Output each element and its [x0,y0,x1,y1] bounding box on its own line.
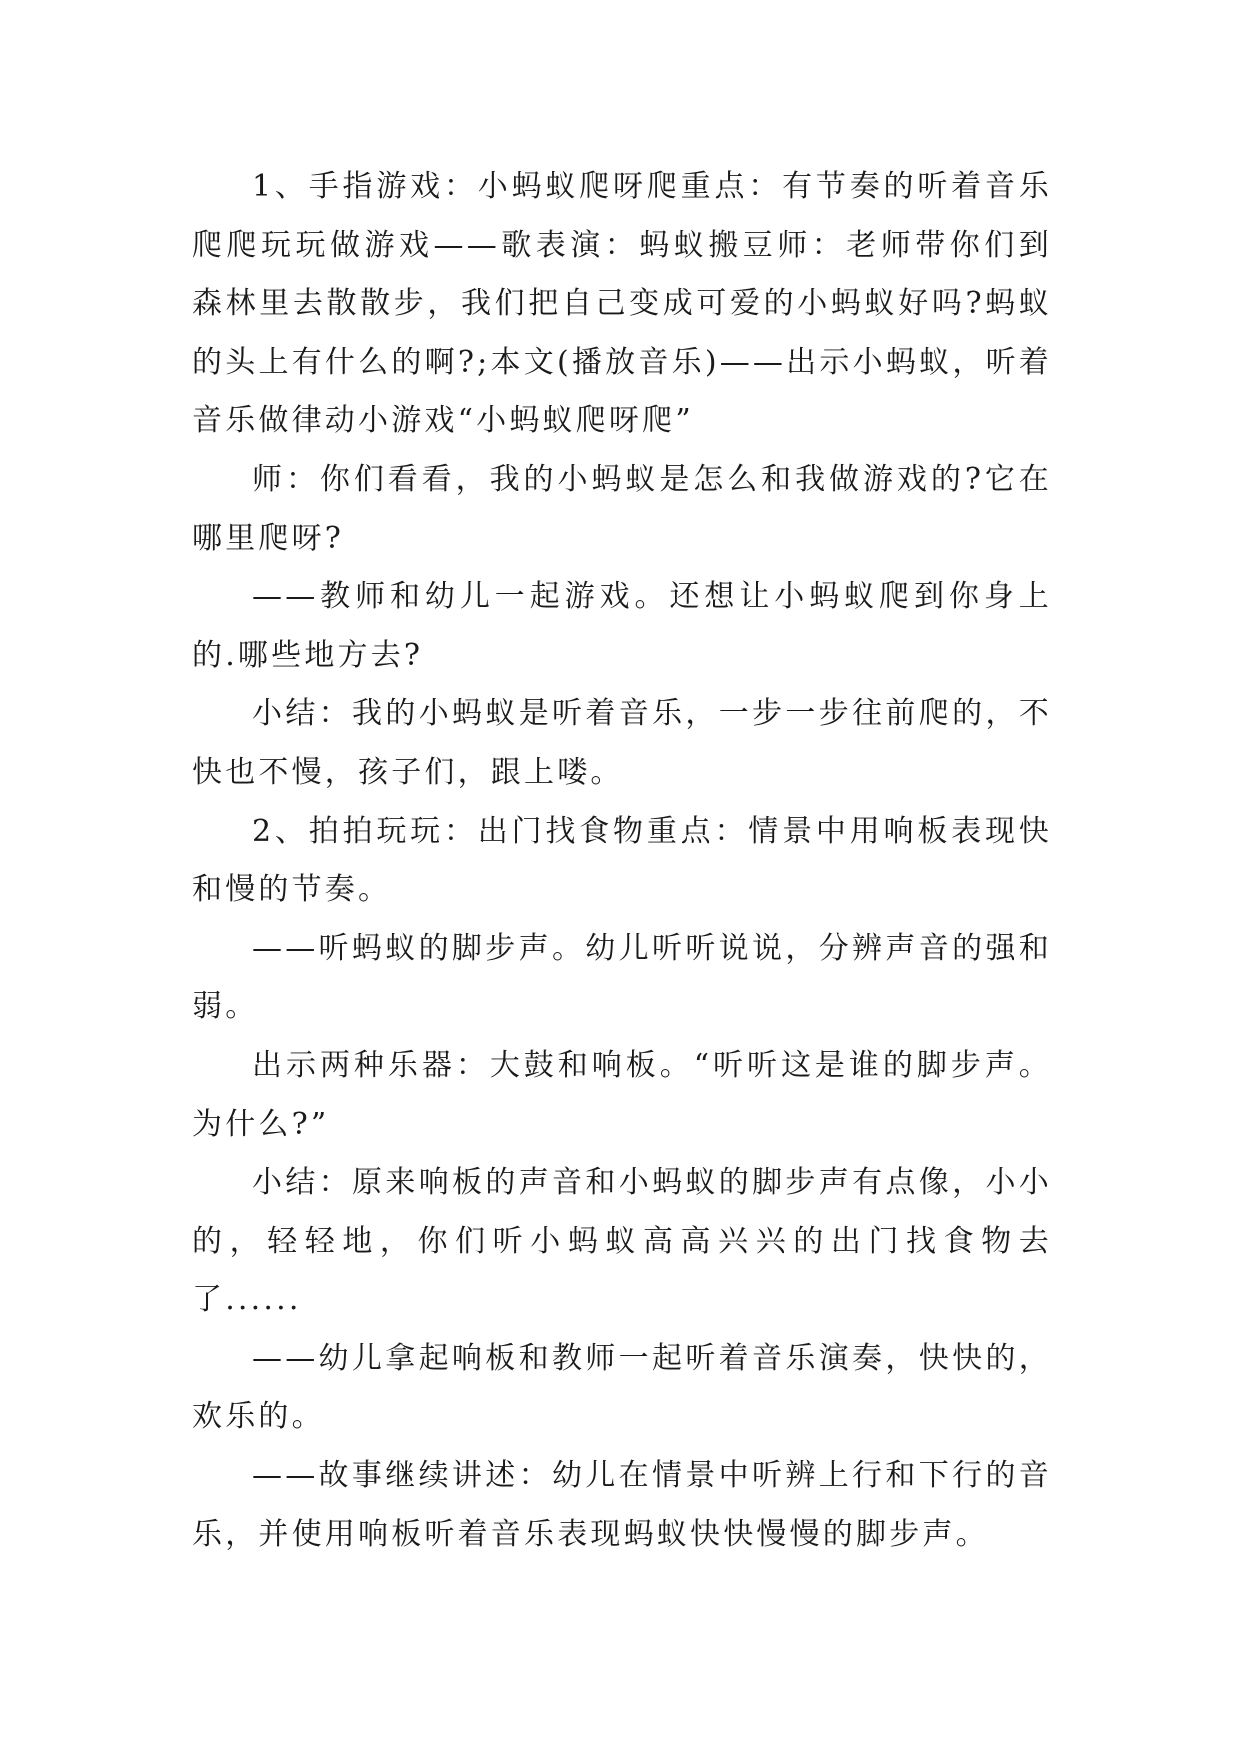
paragraph-perform: ——幼儿拿起响板和教师一起听着音乐演奏，快快的，欢乐的。 [192,1340,1052,1435]
paragraph-clapping-game: 2、拍拍玩玩：出门找食物重点：情景中用响板表现快和慢的节奏。 [192,813,1052,908]
paragraph-summary-2: 小结：原来响板的声音和小蚂蚁的脚步声有点像，小小的，轻轻地，你们听小蚂蚁高高兴兴的出门找食物去了...... [192,1165,1052,1318]
paragraph-footsteps: ——听蚂蚁的脚步声。幼儿听听说说，分辨声音的强和弱。 [192,930,1052,1025]
paragraph-teacher-question: 师：你们看看，我的小蚂蚁是怎么和我做游戏的?它在哪里爬呀? [192,461,1052,556]
paragraph-finger-game: 1、手指游戏：小蚂蚁爬呀爬重点：有节奏的听着音乐爬爬玩玩做游戏——歌表演：蚂蚁搬豆师：老师带你们到森林里去散散步，我们把自己变成可爱的小蚂蚁好吗?蚂蚁的头上有什么的啊?;本文(播放音乐)——出示小蚂蚁，听着音乐做律动小游戏“小蚂蚁爬呀爬” [192,169,1052,439]
document-body [192,158,1052,1564]
paragraph-story-continue: ——故事继续讲述：幼儿在情景中听辨上行和下行的音乐，并使用响板听着音乐表现蚂蚁快快慢慢的脚步声。 [192,1458,1052,1552]
paragraph-summary-1: 小结：我的小蚂蚁是听着音乐，一步一步往前爬的，不快也不慢，孩子们，跟上喽。 [192,696,1052,790]
paragraph-instruments: 出示两种乐器：大鼓和响板。“听听这是谁的脚步声。为什么?” [192,1047,1052,1142]
paragraph-play-together: ——教师和幼儿一起游戏。还想让小蚂蚁爬到你身上的.哪些地方去? [192,579,1052,673]
